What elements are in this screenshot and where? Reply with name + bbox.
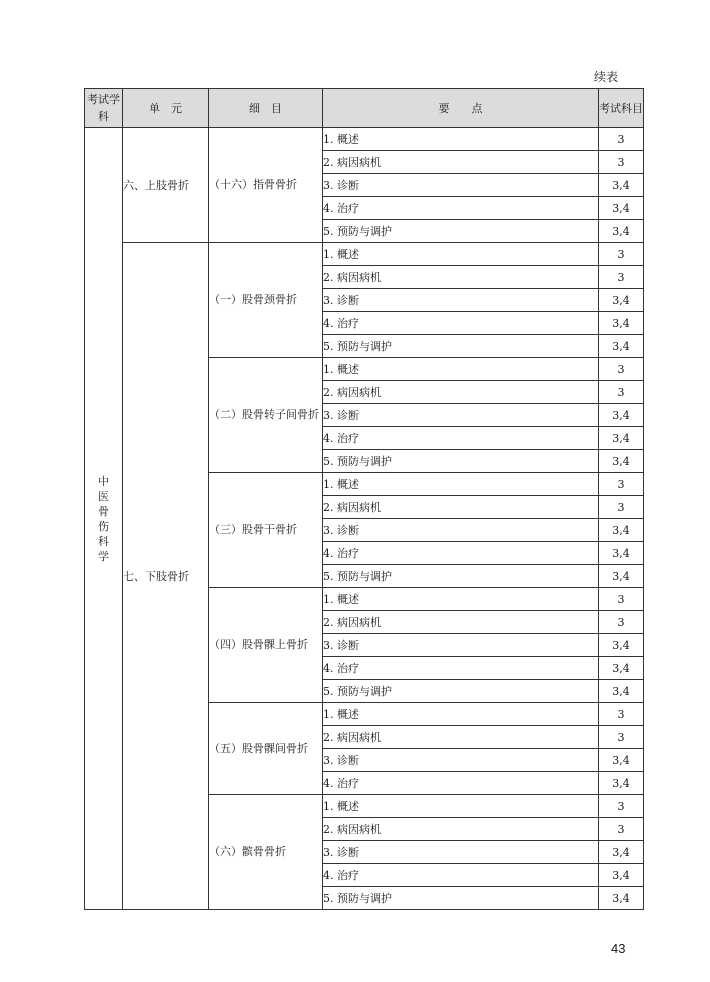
level-cell: 3,4 [599, 450, 644, 473]
point-cell: 3. 诊断 [323, 289, 599, 312]
point-cell: 4. 治疗 [323, 542, 599, 565]
point-cell: 4. 治疗 [323, 657, 599, 680]
point-cell: 4. 治疗 [323, 772, 599, 795]
level-cell: 3,4 [599, 864, 644, 887]
level-cell: 3,4 [599, 312, 644, 335]
level-cell: 3,4 [599, 197, 644, 220]
point-cell: 2. 病因病机 [323, 381, 599, 404]
table-header-row [85, 89, 644, 128]
point-cell: 4. 治疗 [323, 864, 599, 887]
item-cell: （三）股骨干骨折 [209, 473, 323, 588]
point-cell: 5. 预防与调护 [323, 887, 599, 910]
header-points: 要 点 [323, 89, 599, 128]
level-cell: 3,4 [599, 404, 644, 427]
level-cell: 3 [599, 151, 644, 174]
table-row [85, 243, 644, 266]
point-cell: 5. 预防与调护 [323, 565, 599, 588]
continued-label: 续表 [594, 70, 619, 84]
point-cell: 1. 概述 [323, 128, 599, 151]
level-cell: 3,4 [599, 427, 644, 450]
point-cell: 1. 概述 [323, 588, 599, 611]
point-cell: 5. 预防与调护 [323, 450, 599, 473]
point-cell: 5. 预防与调护 [323, 335, 599, 358]
subject-cell [85, 128, 123, 910]
level-cell: 3 [599, 381, 644, 404]
level-cell: 3,4 [599, 841, 644, 864]
point-cell: 3. 诊断 [323, 404, 599, 427]
level-cell: 3 [599, 588, 644, 611]
point-cell: 4. 治疗 [323, 197, 599, 220]
level-cell: 3,4 [599, 542, 644, 565]
header-unit: 单 元 [123, 89, 209, 128]
point-cell: 4. 治疗 [323, 427, 599, 450]
point-cell: 1. 概述 [323, 703, 599, 726]
point-cell: 1. 概述 [323, 795, 599, 818]
point-cell: 2. 病因病机 [323, 818, 599, 841]
point-cell: 3. 诊断 [323, 519, 599, 542]
header-subject: 考试学科 [85, 89, 123, 128]
point-cell: 2. 病因病机 [323, 266, 599, 289]
point-cell: 3. 诊断 [323, 174, 599, 197]
level-cell: 3,4 [599, 289, 644, 312]
point-cell: 1. 概述 [323, 358, 599, 381]
level-cell: 3,4 [599, 749, 644, 772]
point-cell: 5. 预防与调护 [323, 220, 599, 243]
level-cell: 3 [599, 243, 644, 266]
level-cell: 3 [599, 611, 644, 634]
level-cell: 3,4 [599, 680, 644, 703]
level-cell: 3 [599, 818, 644, 841]
level-cell: 3,4 [599, 220, 644, 243]
item-cell: （六）髌骨骨折 [209, 795, 323, 910]
item-cell: （二）股骨转子间骨折 [209, 358, 323, 473]
subject-label: 中医骨伤科学 [98, 474, 109, 563]
level-cell: 3 [599, 496, 644, 519]
item-cell: （十六）指骨骨折 [209, 128, 323, 243]
point-cell: 4. 治疗 [323, 312, 599, 335]
level-cell: 3 [599, 726, 644, 749]
table-body [85, 128, 644, 910]
level-cell: 3 [599, 795, 644, 818]
level-cell: 3,4 [599, 565, 644, 588]
level-cell: 3,4 [599, 887, 644, 910]
unit-cell: 七、下肢骨折 [123, 243, 209, 910]
level-cell: 3,4 [599, 657, 644, 680]
level-cell: 3,4 [599, 335, 644, 358]
point-cell: 1. 概述 [323, 243, 599, 266]
level-cell: 3,4 [599, 772, 644, 795]
point-cell: 3. 诊断 [323, 841, 599, 864]
item-cell: （五）股骨髁间骨折 [209, 703, 323, 795]
point-cell: 2. 病因病机 [323, 496, 599, 519]
level-cell: 3 [599, 703, 644, 726]
level-cell: 3,4 [599, 519, 644, 542]
point-cell: 3. 诊断 [323, 634, 599, 657]
level-cell: 3,4 [599, 174, 644, 197]
level-cell: 3,4 [599, 634, 644, 657]
item-cell: （一）股骨颈骨折 [209, 243, 323, 358]
point-cell: 3. 诊断 [323, 749, 599, 772]
level-cell: 3 [599, 128, 644, 151]
unit-cell: 六、上肢骨折 [123, 128, 209, 243]
point-cell: 2. 病因病机 [323, 611, 599, 634]
point-cell: 1. 概述 [323, 473, 599, 496]
point-cell: 5. 预防与调护 [323, 680, 599, 703]
point-cell: 2. 病因病机 [323, 151, 599, 174]
level-cell: 3 [599, 266, 644, 289]
header-level: 考试科目 [599, 89, 644, 128]
table-row [85, 128, 644, 151]
exam-outline-table [84, 88, 644, 910]
header-item: 细 目 [209, 89, 323, 128]
item-cell: （四）股骨髁上骨折 [209, 588, 323, 703]
level-cell: 3 [599, 473, 644, 496]
level-cell: 3 [599, 358, 644, 381]
page-number: 43 [611, 941, 626, 956]
point-cell: 2. 病因病机 [323, 726, 599, 749]
